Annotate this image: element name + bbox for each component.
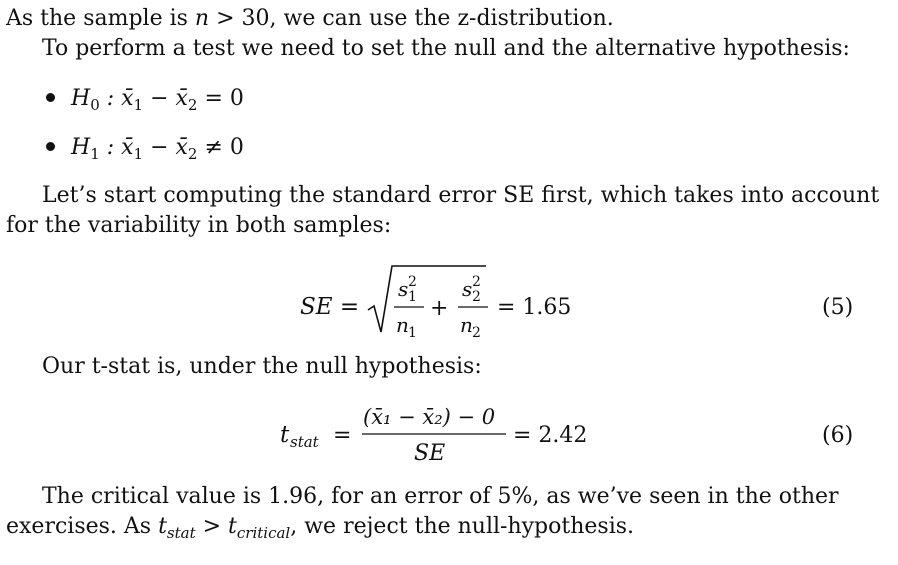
eq5-s2: s bbox=[462, 277, 473, 301]
math-xbar: − x̄ bbox=[143, 135, 188, 160]
math-t: t bbox=[228, 514, 237, 539]
paragraph-tstat-intro: Our t-stat is, under the null hypothesis: bbox=[42, 354, 482, 379]
text: , we reject the null-hypothesis. bbox=[290, 514, 635, 539]
eq5-lhs: SE = bbox=[300, 294, 360, 320]
eq6-t-sub: stat bbox=[290, 433, 319, 451]
equation-tstat bbox=[0, 400, 898, 470]
hypothesis-null bbox=[46, 86, 244, 118]
eq5-s1-sup: 2 bbox=[408, 274, 417, 290]
eq5-plus: + bbox=[430, 296, 449, 321]
math-gt: > bbox=[195, 514, 229, 539]
math-xbar: − x̄ bbox=[143, 86, 188, 111]
math-relation: ≠ 0 bbox=[197, 135, 244, 160]
eq6-equals: = bbox=[333, 423, 352, 448]
math-t: t bbox=[158, 514, 167, 539]
math-subscript: critical bbox=[236, 524, 291, 542]
math-H: H bbox=[71, 86, 91, 111]
math-xbar: : x̄ bbox=[99, 135, 134, 160]
eq5-s2-sub: 2 bbox=[472, 289, 481, 305]
eq5-s1-sub: 1 bbox=[408, 289, 417, 305]
paragraph-hypothesis-intro: To perform a test we need to set the null and the alternative hypothesis: bbox=[42, 36, 850, 61]
paragraph-sample-size bbox=[6, 6, 614, 32]
text: As the sample is bbox=[6, 6, 195, 31]
eq5-s2-sup: 2 bbox=[472, 274, 481, 290]
eq6-t: t bbox=[280, 422, 290, 448]
math-subscript: 1 bbox=[133, 96, 144, 114]
paragraph-standard-error-line2: for the variability in both samples: bbox=[6, 213, 392, 238]
paragraph-standard-error-line1: Let’s start computing the standard error SE first, which takes into account bbox=[42, 183, 880, 208]
text: exercises. As bbox=[6, 514, 159, 539]
math-H: H bbox=[71, 135, 91, 160]
math-relation: = 0 bbox=[197, 86, 244, 111]
math-subscript: 2 bbox=[187, 96, 198, 114]
eq5-n2-sub: 2 bbox=[472, 325, 481, 341]
math-gt: > bbox=[209, 6, 242, 31]
equation-number-5: (5) bbox=[822, 295, 854, 320]
bullet-icon bbox=[46, 93, 55, 102]
eq6-rhs: = 2.42 bbox=[513, 423, 588, 448]
math-n: n bbox=[194, 6, 210, 31]
math-30: 30 bbox=[241, 6, 270, 31]
equation-standard-error bbox=[0, 262, 898, 352]
eq5-n2: n bbox=[460, 313, 473, 337]
math-subscript: stat bbox=[166, 524, 196, 542]
math-subscript: 1 bbox=[133, 145, 144, 163]
hypothesis-alternative bbox=[46, 135, 244, 167]
paragraph-conclusion-line2 bbox=[6, 514, 634, 546]
text: , we can use the z-distribution. bbox=[269, 6, 614, 31]
eq5-n1: n bbox=[396, 313, 409, 337]
eq6-denominator: SE bbox=[414, 441, 446, 466]
math-subscript: 2 bbox=[187, 145, 198, 163]
eq5-n1-sub: 1 bbox=[408, 325, 417, 341]
eq6-numerator: (x̄₁ − x̄₂) − 0 bbox=[363, 405, 496, 429]
eq5-rhs: = 1.65 bbox=[497, 295, 572, 320]
equation-number-6: (6) bbox=[822, 423, 854, 448]
math-subscript: 1 bbox=[90, 145, 100, 163]
paragraph-conclusion-line1: The critical value is 1.96, for an error of 5%, as we’ve seen in the other bbox=[42, 484, 839, 509]
bullet-icon bbox=[46, 142, 55, 151]
math-subscript: 0 bbox=[90, 96, 100, 114]
eq5-s1: s bbox=[398, 277, 409, 301]
math-xbar: : x̄ bbox=[99, 86, 134, 111]
